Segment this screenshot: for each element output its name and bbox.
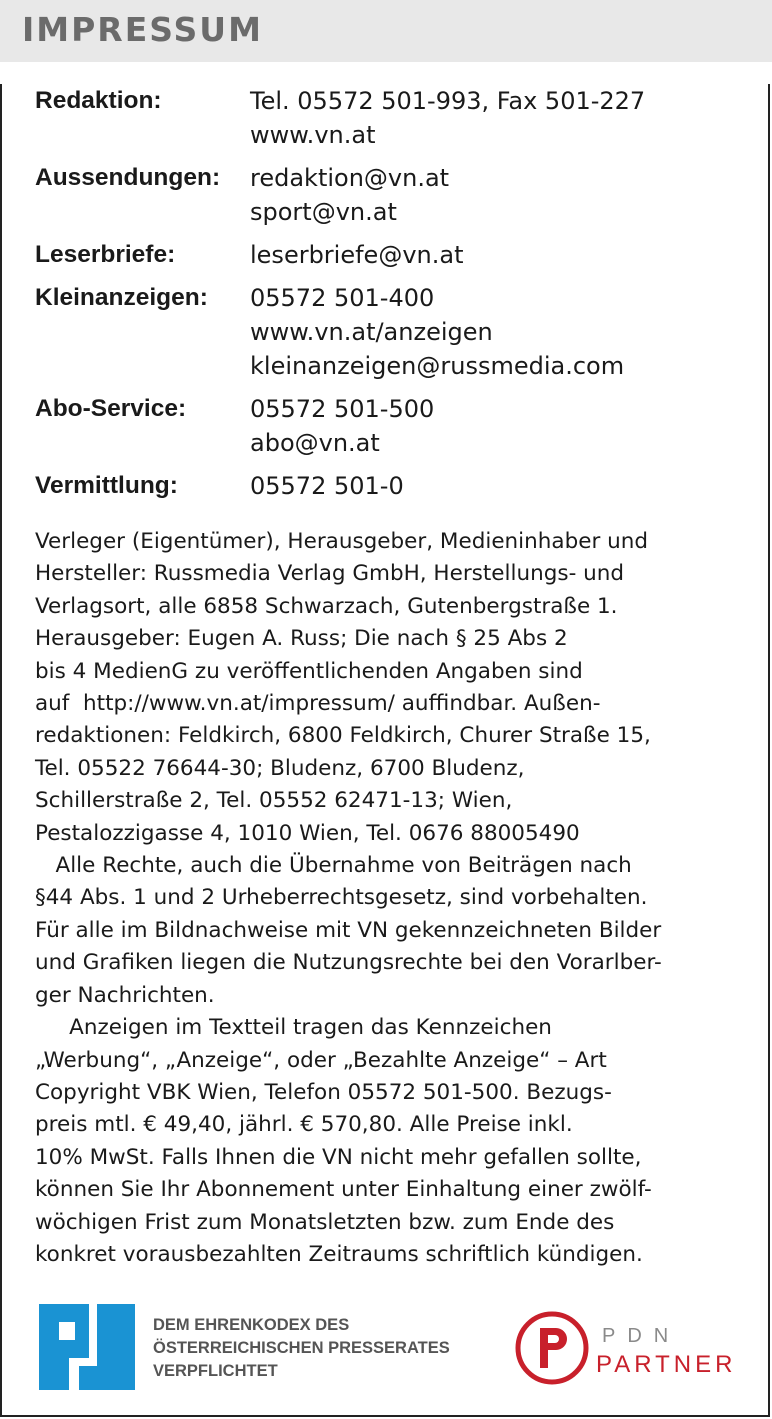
body-text-line: Herausgeber: Eugen A. Russ; Die nach § 25 Abs 2 — [35, 626, 568, 652]
contact-row — [35, 392, 735, 460]
contact-value: sport@vn.at — [250, 198, 397, 226]
contact-value: www.vn.at — [250, 121, 376, 149]
contact-values — [250, 84, 735, 152]
contact-value: 05572 501-500 — [250, 395, 435, 423]
contact-label: Leserbriefe: — [35, 241, 176, 268]
body-text-line: können Sie Ihr Abonnement unter Einhaltung einer zwölf- — [35, 1177, 652, 1203]
body-text-line: preis mtl. € 49,40, jährl. € 570,80. Alle Preise inkl. — [35, 1112, 573, 1138]
contact-values — [250, 469, 735, 503]
body-text-line: Alle Rechte, auch die Übernahme von Beiträgen nach — [35, 853, 632, 879]
body-text-line: §44 Abs. 1 und 2 Urheberrechtsgesetz, sind vorbehalten. — [35, 885, 648, 911]
body-text-line: Für alle im Bildnachweise mit VN gekennzeichneten Bilder — [35, 917, 662, 943]
pdn-p-logo-icon — [518, 1314, 586, 1382]
contact-row — [35, 281, 735, 383]
body-text-line: Pestalozzigasse 4, 1010 Wien, Tel. 0676 88005490 — [35, 820, 580, 846]
body-text-line: Hersteller: Russmedia Verlag GmbH, Herstellungs- und — [35, 561, 625, 587]
contact-values — [250, 281, 735, 383]
contact-values — [250, 161, 735, 229]
impressum-body-text — [35, 526, 745, 1271]
body-text-line: redaktionen: Feldkirch, 6800 Feldkirch, Churer Straße 15, — [35, 723, 651, 749]
contact-row — [35, 161, 735, 229]
contact-value: redaktion@vn.at — [250, 164, 450, 192]
body-text-line: auf http://www.vn.at/impressum/ auffindbar. Außen- — [35, 691, 601, 717]
body-text-line: wöchigen Frist zum Monatsletzten bzw. zum Ende des — [35, 1209, 615, 1235]
partner-label: PARTNER — [596, 1351, 737, 1378]
body-text-line: „Werbung“, „Anzeige“, oder „Bezahlte Anzeige“ – Art — [35, 1047, 607, 1073]
contact-list — [35, 84, 735, 512]
contact-value: kleinanzeigen@russmedia.com — [250, 352, 625, 380]
contact-values — [250, 392, 735, 460]
pdn-partner-logo — [514, 1310, 750, 1386]
body-text-line: ger Nachrichten. — [35, 982, 215, 1008]
contact-row — [35, 84, 735, 152]
contact-label: Kleinanzeigen: — [35, 284, 208, 311]
contact-label: Vermittlung: — [35, 472, 178, 499]
contact-row — [35, 238, 735, 272]
contact-label: Redaktion: — [35, 87, 162, 114]
body-text-line: und Grafiken liegen die Nutzungsrechte bei den Vorarlber- — [35, 950, 662, 976]
contact-value: leserbriefe@vn.at — [250, 241, 464, 269]
header-title: IMPRESSUM — [22, 10, 263, 49]
body-text-line: Verleger (Eigentümer), Herausgeber, Medieninhaber und — [35, 529, 649, 554]
contact-row — [35, 469, 735, 503]
contact-values — [250, 238, 735, 272]
contact-value: 05572 501-0 — [250, 472, 404, 500]
presserat-text-line: DEM EHRENKODEX DES — [153, 1316, 350, 1334]
contact-value: abo@vn.at — [250, 429, 380, 457]
pdn-label: PDN — [602, 1325, 681, 1347]
impressum-header — [0, 0, 772, 62]
body-text-line: Tel. 05522 76644-30; Bludenz, 6700 Bludenz, — [35, 755, 525, 781]
presserat-logo-icon — [35, 1300, 139, 1394]
presserat-text-line: ÖSTERREICHISCHEN PRESSERATES — [153, 1339, 450, 1357]
body-text-line: Anzeigen im Textteil tragen das Kennzeichen — [35, 1015, 552, 1041]
body-text-line: bis 4 MedienG zu veröffentlichenden Angaben sind — [35, 658, 583, 684]
contact-value: Tel. 05572 501-993, Fax 501-227 — [250, 87, 646, 115]
body-text-line: konkret vorausbezahlten Zeitraums schriftlich kündigen. — [35, 1241, 643, 1267]
body-text-line: 10% MwSt. Falls Ihnen die VN nicht mehr gefallen sollte, — [35, 1144, 642, 1170]
presserat-statement — [153, 1314, 450, 1383]
contact-label: Aussendungen: — [35, 164, 221, 191]
body-text-line: Verlagsort, alle 6858 Schwarzach, Gutenbergstraße 1. — [35, 593, 618, 619]
body-text-line: Schillerstraße 2, Tel. 05552 62471-13; Wien, — [35, 788, 513, 814]
body-text-line: Copyright VBK Wien, Telefon 05572 501-500. Bezugs- — [35, 1079, 612, 1105]
contact-label: Abo-Service: — [35, 395, 187, 422]
presserat-text-line: VERPFLICHTET — [153, 1362, 278, 1380]
contact-value: 05572 501-400 — [250, 284, 435, 312]
contact-value: www.vn.at/anzeigen — [250, 318, 493, 346]
